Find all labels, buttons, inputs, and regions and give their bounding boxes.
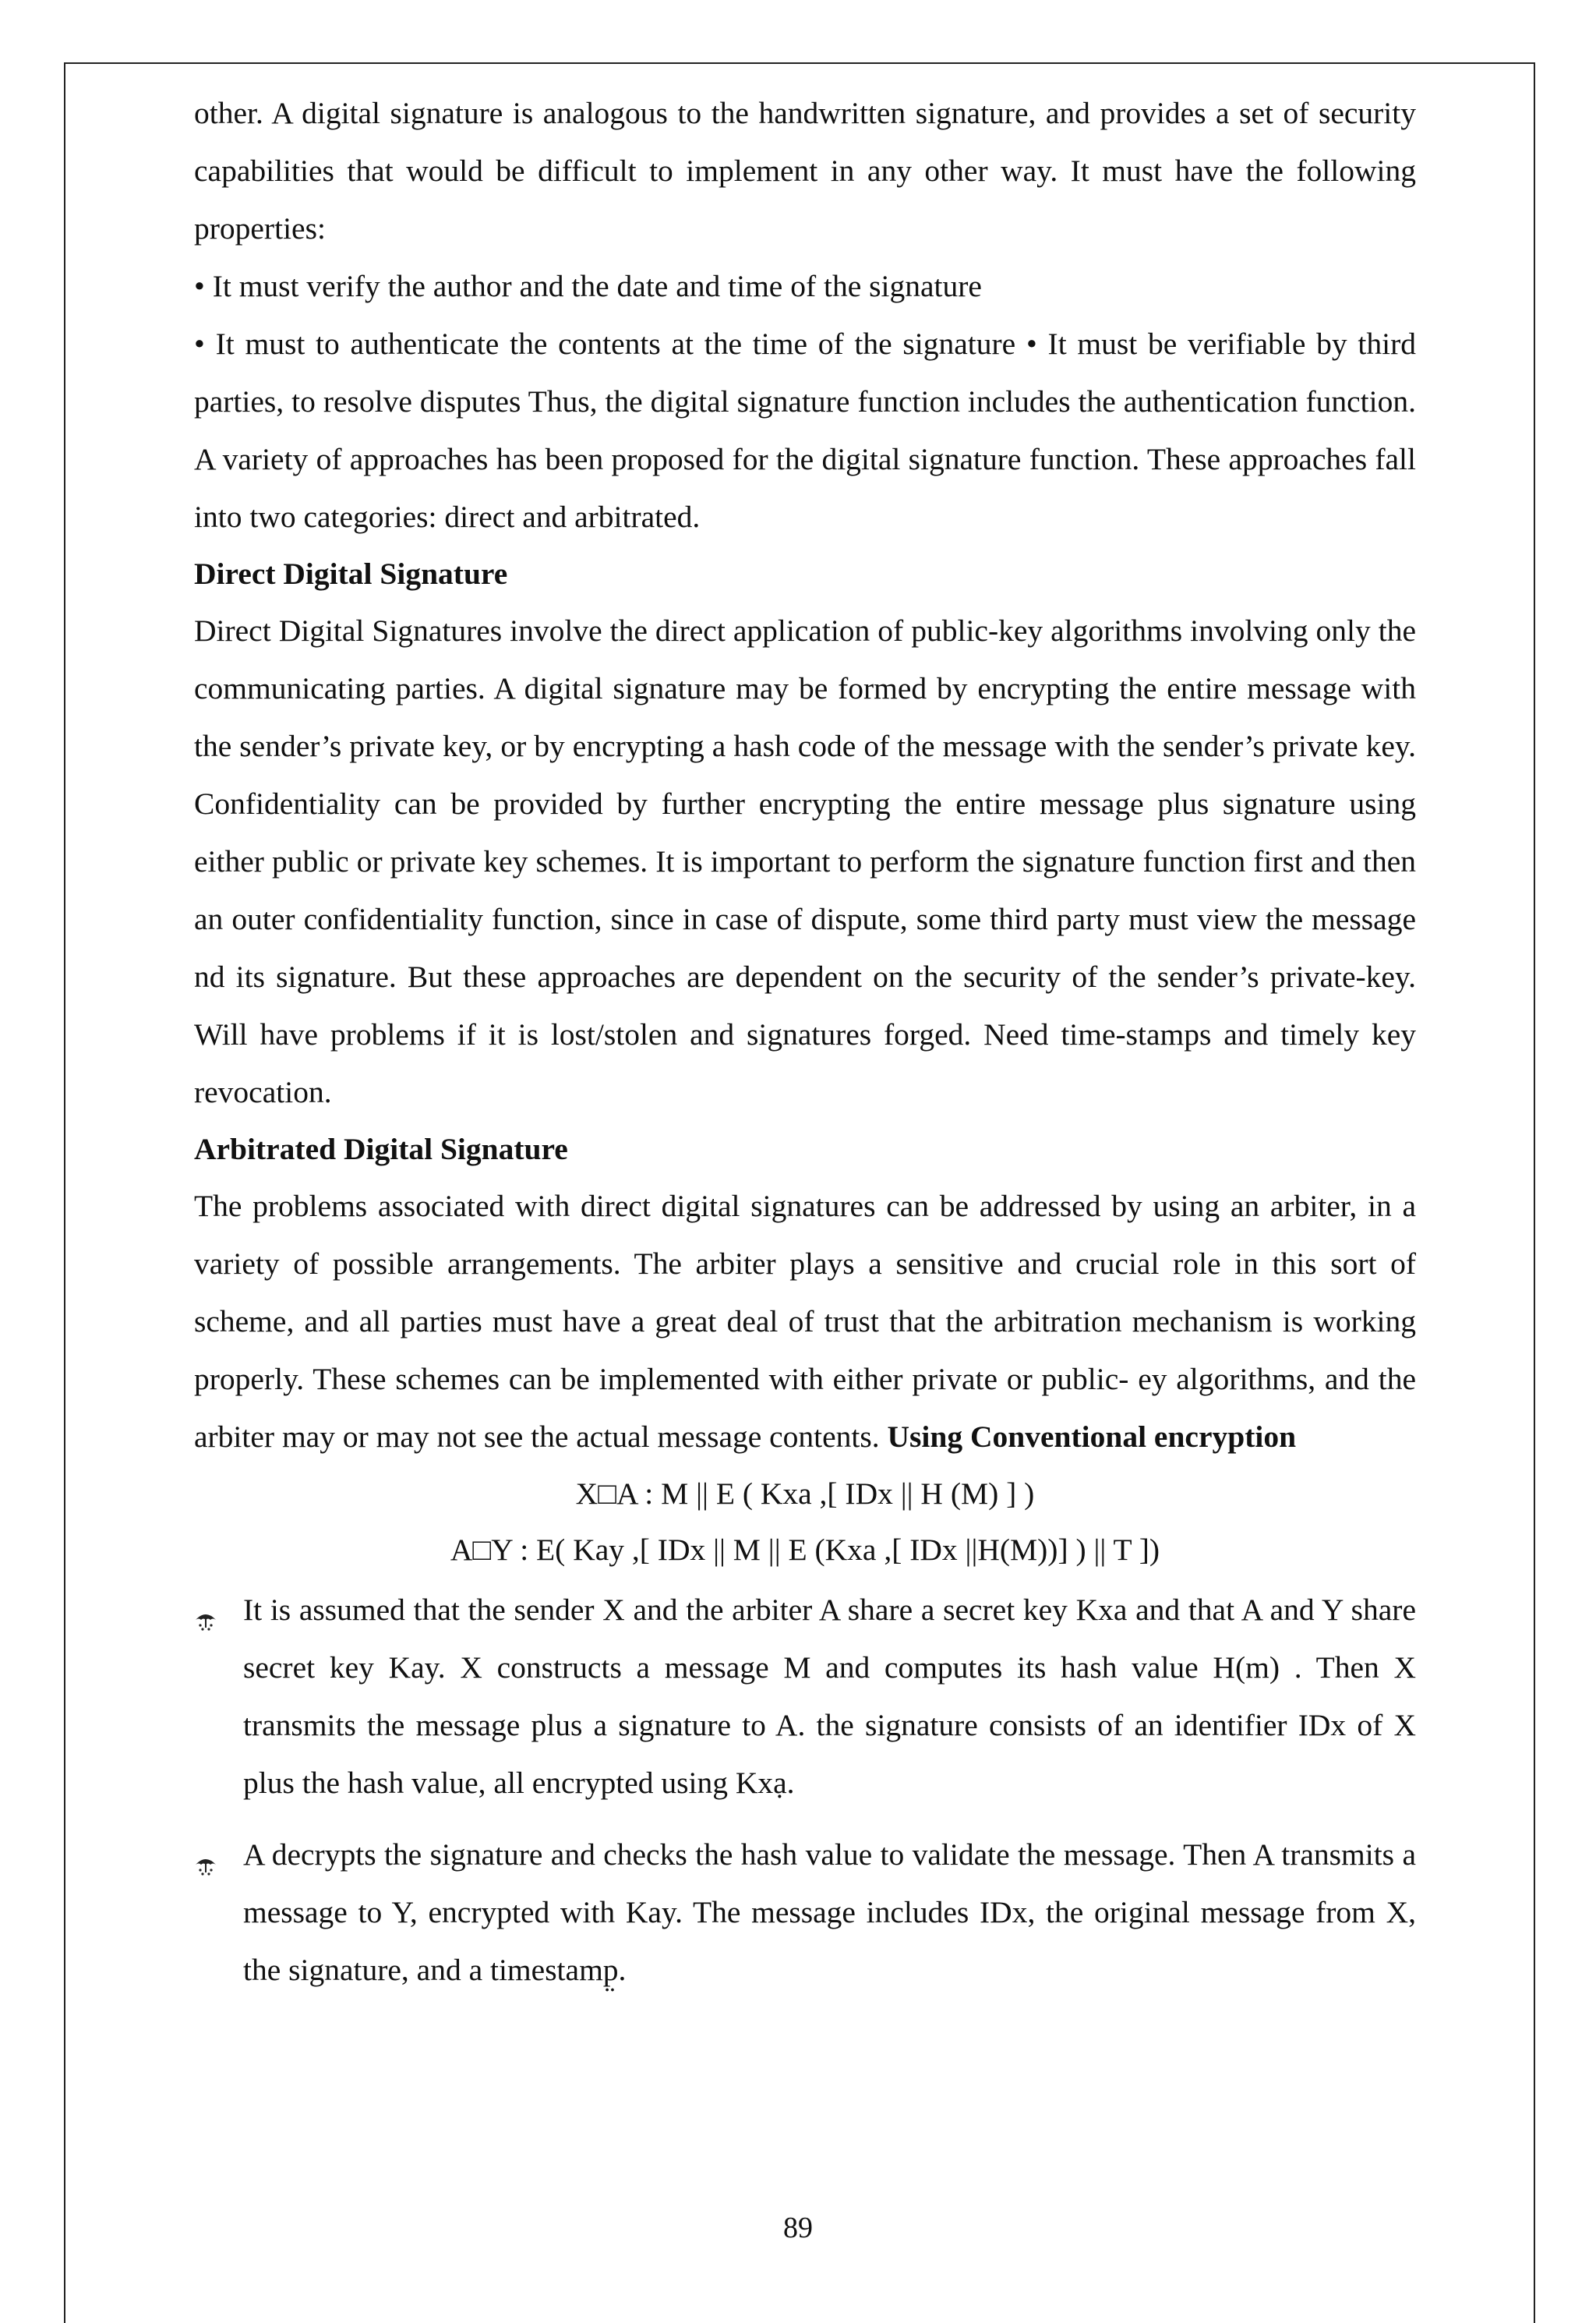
umbrella-bullet-icon <box>194 1593 217 1617</box>
intro-paragraph-2: • It must verify the author and the date and time of the signature <box>194 269 982 303</box>
formula-a-to-y: A□Y : E( Kay ,[ IDx || M || E (Kxa ,[ IDx ||H(M))] ) || T ]) <box>450 1533 1160 1567</box>
bullet-text: A decrypts the signature and checks the hash value to validate the message. Then A transmits a message to Y, encrypted with Kay. The message includes IDx, the original message from X, the signature, and a timestamp̤. <box>243 1837 1416 1987</box>
arbitrated-body-text: The problems associated with direct digital signatures can be addressed by using an arbiter, in a variety of possible arrangements. The arbiter plays a sensitive and crucial role in this sort of scheme, and all parties must have a great deal of trust that the arbitration mechanism is working properly. These schemes can be implemented with either private or public- ey algorithms, and the arbiter may or may not see the actual message contents. <box>194 1189 1416 1454</box>
direct-signature-body: Direct Digital Signatures involve the direct application of public-key algorithms involving only the communicating parties. A digital signature may be formed by encrypting the entire message with the sender’s private key, or by encrypting a hash code of the message with the sender’s private key. Confidentiality can be provided by further encrypting the entire message plus signature using either public or private key schemes. It is important to perform the signature function first and then an outer confidentiality function, since in case of dispute, some third party must view the message nd its signature. But these approaches are dependent on the security of the sender’s private-key. Will have problems if it is lost/stolen and signatures forged. Need time-stamps and timely key revocation. <box>194 613 1416 1109</box>
list-item <box>194 1581 1416 1812</box>
conventional-encryption-heading: Using Conventional encryption <box>887 1420 1297 1454</box>
bullet-text: It is assumed that the sender X and the arbiter A share a secret key Kxa and that A and Y share secret key Kay. X constructs a message M and computes its hash value H(m) . Then X transmits the message plus a signature to A. the signature consists of an identifier IDx of X plus the hash value, all encrypted using Kxạ. <box>243 1593 1416 1800</box>
formula-x-to-a: X□A : M || E ( Kxa ,[ IDx || H (M) ] ) <box>575 1476 1035 1511</box>
direct-signature-heading: Direct Digital Signature <box>194 557 508 591</box>
arbitrated-signature-body <box>194 1177 1416 1466</box>
page-content <box>194 84 1416 2013</box>
page-number: 89 <box>783 2212 813 2244</box>
umbrella-bullet-icon <box>194 1838 217 1862</box>
intro-paragraph-1: other. A digital signature is analogous to the handwritten signature, and provides a set of security capabilities that would be difficult to implement in any other way. It must have the following properties: <box>194 96 1416 246</box>
intro-paragraph-3: • It must to authenticate the contents at the time of the signature • It must be verifiable by third parties, to resolve disputes Thus, the digital signature function includes the authentication function. A variety of approaches has been proposed for the digital signature function. These approaches fall into two categories: direct and arbitrated. <box>194 327 1416 534</box>
arbitrated-signature-heading: Arbitrated Digital Signature <box>194 1132 568 1166</box>
protocol-steps-list <box>194 1581 1416 1999</box>
list-item <box>194 1826 1416 1999</box>
